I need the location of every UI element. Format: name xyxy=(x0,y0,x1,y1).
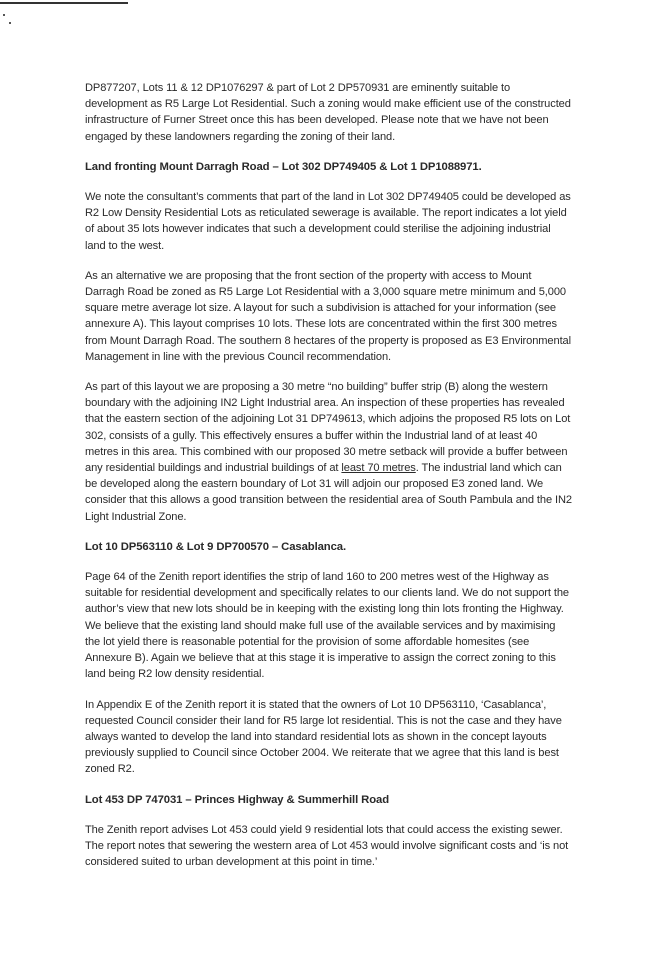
paragraph-buffer-strip xyxy=(85,379,573,525)
buffer-text-end: . The industrial land which can be developed along the eastern boundary of Lot 31 will adjoin our proposed E3 zoned land. We consider that this allows a good transition between the residential area of South Pambula and the IN2 Light Industrial Zone. xyxy=(85,462,572,523)
heading-casablanca: Lot 10 DP563110 & Lot 9 DP700570 – Casablanca. xyxy=(85,540,347,553)
paragraph-zenith-page-64: Page 64 of the Zenith report identifies the strip of land 160 to 200 metres west of the Highway as suitable for residential development and specifically relates to our clients land. We do not support the author’s view that new lots should be in keeping with the existing long thin lots fronting the Highway. We believe that the existing land should make full use of the available services and by maximising the lot yield there is reasonable potential for the provision of some affordable homesites (see Annexure B). Again we believe that at this stage it is imperative to assign the correct zoning to this land being R2 low density residential. xyxy=(85,571,569,681)
underlined-buffer-distance: least 70 metres xyxy=(341,462,416,475)
paragraph-appendix-e: In Appendix E of the Zenith report it is stated that the owners of Lot 10 DP563110, ‘Casablanca’, requested Council consider their land for R5 large lot residential. This is not the case and they have always wanted to develop the land into standard residential lots as shown in the concept layouts previously supplied to Council since October 2004. We reiterate that we agree that this land is best zoned R2. xyxy=(85,698,562,776)
document-page xyxy=(85,80,573,884)
scan-speck xyxy=(3,14,5,16)
paragraph-furner-street: DP877207, Lots 11 & 12 DP1076297 & part of Lot 2 DP570931 are eminently suitable to development as R5 Large Lot Residential. Such a zoning would make efficient use of the constructed infrastructure of Furner Street once this has been developed. Please note that we have not been engaged by these landowners regarding the zoning of their land. xyxy=(85,82,571,143)
heading-lot-453: Lot 453 DP 747031 – Princes Highway & Summerhill Road xyxy=(85,793,390,806)
paragraph-consultant-comments: We note the consultant’s comments that part of the land in Lot 302 DP749405 could be developed as R2 Low Density Residential Lots as reticulated sewerage is available. The report indicates a lot yield of about 35 lots however indicates that such a development could sterilise the adjoining industrial land to the west. xyxy=(85,191,571,252)
buffer-text-start: As part of this layout we are proposing a 30 metre “no building” buffer strip (B) along the western boundary with the adjoining IN2 Light Industrial area. An inspection of these properties has revealed that the eastern section of the adjoining Lot 31 DP749613, which adjoins the proposed R5 lots on Lot 302, consists of a gully. This effectively ensures a buffer within the Industrial land of at least 40 metres in this area. This combined with our proposed 30 metre setback will provide a buffer between any residential buildings and industrial buildings of at xyxy=(85,381,571,475)
paragraph-lot-453-yield: The Zenith report advises Lot 453 could yield 9 residential lots that could access the existing sewer. The report notes that sewering the western area of Lot 453 would involve significant costs and ‘is not considered suited to urban development at this point in time.’ xyxy=(85,823,569,869)
scan-edge-mark xyxy=(0,2,128,4)
heading-mount-darragh-road: Land fronting Mount Darragh Road – Lot 302 DP749405 & Lot 1 DP1088971. xyxy=(85,160,482,173)
paragraph-alternative-proposal: As an alternative we are proposing that the front section of the property with access to Mount Darragh Road be zoned as R5 Large Lot Residential with a 3,000 square metre minimum and 5,000 square metre average lot size. A layout for such a subdivision is attached for your information (see annexure A). This layout comprises 10 lots. These lots are concentrated within the first 300 metres from Mount Darragh Road. The southern 8 hectares of the property is proposed as E3 Environmental Management in line with the previous Council recommendation. xyxy=(85,269,571,363)
scan-speck xyxy=(9,22,11,24)
